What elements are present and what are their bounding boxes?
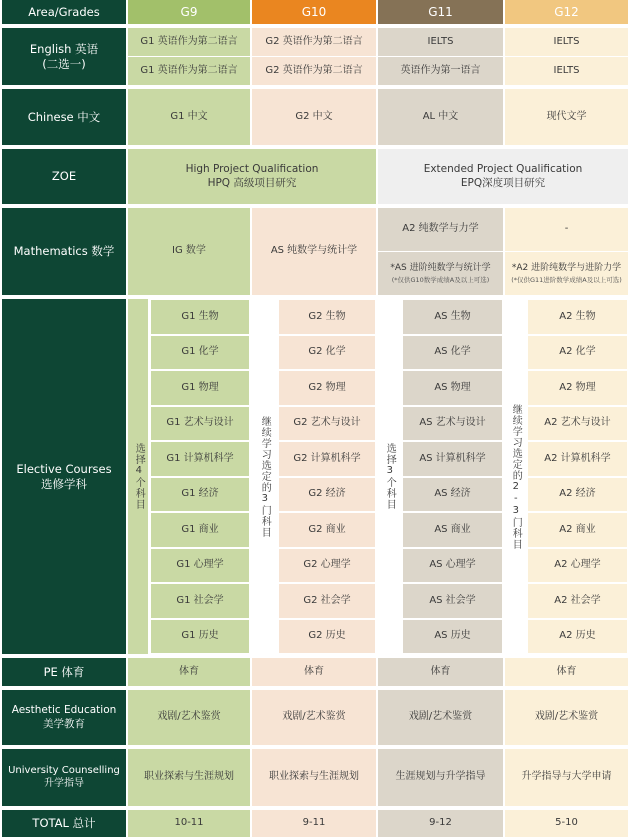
math-g11-bottom-title: *AS 进阶纯数学与统计学 bbox=[390, 262, 491, 273]
header-g10: G10 bbox=[252, 0, 376, 24]
university-g10: 职业探索与生涯规划 bbox=[252, 749, 376, 806]
elective-g11-note bbox=[378, 299, 400, 654]
zoe-hpq-en: High Project Qualification bbox=[185, 163, 319, 176]
chinese-g9: G1 中文 bbox=[128, 89, 250, 145]
label-elective bbox=[2, 299, 126, 654]
total-g12: 5-10 bbox=[505, 810, 628, 837]
math-g12-bottom bbox=[505, 252, 628, 295]
elective-g9-note bbox=[128, 299, 148, 654]
elective-g9-subject: G1 化学 bbox=[150, 335, 250, 371]
elective-g12-subject: A2 艺术与设计 bbox=[527, 406, 628, 442]
label-english-note: (二选一) bbox=[42, 56, 86, 71]
elective-g10-subject: G2 生物 bbox=[278, 299, 376, 335]
elective-g12-note-text: 继续学习选定的2-3门科目 bbox=[510, 403, 522, 550]
chinese-g11: AL 中文 bbox=[378, 89, 503, 145]
elective-g9-subject: G1 生物 bbox=[150, 299, 250, 335]
elective-g11-subject: AS 化学 bbox=[402, 335, 503, 371]
elective-g11-subject: AS 计算机科学 bbox=[402, 441, 503, 477]
label-math: Mathematics 数学 bbox=[2, 208, 126, 295]
elective-g9-subject: G1 艺术与设计 bbox=[150, 406, 250, 442]
label-university-en: University Counselling bbox=[8, 765, 120, 776]
elective-g12-subject: A2 计算机科学 bbox=[527, 441, 628, 477]
aesthetic-g11: 戏剧/艺术鉴赏 bbox=[378, 690, 503, 745]
label-english bbox=[2, 28, 126, 85]
total-g9: 10-11 bbox=[128, 810, 250, 837]
label-aesthetic-en: Aesthetic Education bbox=[11, 704, 117, 717]
elective-g9-list bbox=[150, 299, 250, 654]
elective-g10-subject: G2 计算机科学 bbox=[278, 441, 376, 477]
university-g12: 升学指导与大学申请 bbox=[505, 749, 628, 806]
label-total: TOTAL 总计 bbox=[2, 810, 126, 837]
elective-g11-subject: AS 生物 bbox=[402, 299, 503, 335]
elective-g12-subject: A2 经济 bbox=[527, 477, 628, 513]
math-g12-bottom-note: (*仅供G11进阶数学成绩A及以上可选) bbox=[511, 276, 622, 285]
elective-g10-subject: G2 物理 bbox=[278, 370, 376, 406]
elective-g12-subject: A2 商业 bbox=[527, 512, 628, 548]
elective-g11-list bbox=[402, 299, 503, 654]
header-area-grades: Area/Grades bbox=[2, 0, 126, 24]
university-g9: 职业探索与生涯规划 bbox=[128, 749, 250, 806]
label-elective-en: Elective Courses bbox=[16, 462, 112, 477]
elective-g9-subject: G1 商业 bbox=[150, 512, 250, 548]
english-g11-row1: IELTS bbox=[378, 28, 503, 56]
english-g10-row2: G2 英语作为第二语言 bbox=[252, 57, 376, 85]
aesthetic-g9: 戏剧/艺术鉴赏 bbox=[128, 690, 250, 745]
aesthetic-g10: 戏剧/艺术鉴赏 bbox=[252, 690, 376, 745]
label-aesthetic-cn: 美学教育 bbox=[43, 717, 85, 730]
math-g9: IG 数学 bbox=[128, 208, 250, 295]
english-g9-row2: G1 英语作为第二语言 bbox=[128, 57, 250, 85]
header-g9: G9 bbox=[128, 0, 250, 24]
math-g12-bottom-title: *A2 进阶纯数学与进阶力学 bbox=[511, 262, 622, 273]
total-g11: 9-12 bbox=[378, 810, 503, 837]
english-g10-row1: G2 英语作为第二语言 bbox=[252, 28, 376, 56]
elective-g12-subject: A2 物理 bbox=[527, 370, 628, 406]
elective-g9-subject: G1 心理学 bbox=[150, 548, 250, 584]
elective-g11-subject: AS 艺术与设计 bbox=[402, 406, 503, 442]
header-g12: G12 bbox=[505, 0, 628, 24]
elective-g10-note-text: 继续学习选定的3门科目 bbox=[259, 415, 271, 538]
chinese-g12: 现代文学 bbox=[505, 89, 628, 145]
label-zoe: ZOE bbox=[2, 149, 126, 204]
elective-g11-subject: AS 商业 bbox=[402, 512, 503, 548]
elective-g12-subject: A2 化学 bbox=[527, 335, 628, 371]
elective-g12-subject: A2 心理学 bbox=[527, 548, 628, 584]
elective-g10-subject: G2 历史 bbox=[278, 619, 376, 655]
chinese-g10: G2 中文 bbox=[252, 89, 376, 145]
math-g10: AS 纯数学与统计学 bbox=[252, 208, 376, 295]
pe-g10: 体育 bbox=[252, 658, 376, 686]
elective-g11-subject: AS 心理学 bbox=[402, 548, 503, 584]
elective-g12-subject: A2 生物 bbox=[527, 299, 628, 335]
header-g11: G11 bbox=[378, 0, 503, 24]
label-aesthetic bbox=[2, 690, 126, 745]
zoe-hpq bbox=[128, 149, 376, 204]
pe-g9: 体育 bbox=[128, 658, 250, 686]
elective-g12-note bbox=[505, 299, 525, 654]
label-pe: PE 体育 bbox=[2, 658, 126, 686]
elective-g10-subject: G2 商业 bbox=[278, 512, 376, 548]
elective-g11-subject: AS 物理 bbox=[402, 370, 503, 406]
english-g12-row2: IELTS bbox=[505, 57, 628, 85]
english-g9-row1: G1 英语作为第二语言 bbox=[128, 28, 250, 56]
elective-g11-subject: AS 经济 bbox=[402, 477, 503, 513]
total-g10: 9-11 bbox=[252, 810, 376, 837]
elective-g11-note-text: 选择3个科目 bbox=[384, 443, 396, 510]
elective-g12-subject: A2 社会学 bbox=[527, 583, 628, 619]
elective-g9-subject: G1 物理 bbox=[150, 370, 250, 406]
math-g12-top: - bbox=[505, 208, 628, 251]
elective-g10-subject: G2 心理学 bbox=[278, 548, 376, 584]
english-g11-row2: 英语作为第一语言 bbox=[378, 57, 503, 85]
elective-g9-note-text: 选择4个科目 bbox=[133, 443, 145, 510]
elective-g10-note bbox=[252, 299, 276, 654]
elective-g11-subject: AS 社会学 bbox=[402, 583, 503, 619]
math-g11-top: A2 纯数学与力学 bbox=[378, 208, 503, 251]
label-chinese: Chinese 中文 bbox=[2, 89, 126, 145]
elective-g10-subject: G2 艺术与设计 bbox=[278, 406, 376, 442]
math-g11-bottom bbox=[378, 252, 503, 295]
university-g11: 生涯规划与升学指导 bbox=[378, 749, 503, 806]
pe-g12: 体育 bbox=[505, 658, 628, 686]
pe-g11: 体育 bbox=[378, 658, 503, 686]
label-elective-cn: 选修学科 bbox=[41, 476, 87, 491]
label-university bbox=[2, 749, 126, 806]
elective-g10-subject: G2 社会学 bbox=[278, 583, 376, 619]
elective-g12-subject: A2 历史 bbox=[527, 619, 628, 655]
zoe-epq-en: Extended Project Qualification bbox=[423, 163, 583, 176]
label-university-cn: 升学指导 bbox=[44, 777, 84, 789]
english-g12-row1: IELTS bbox=[505, 28, 628, 56]
elective-g10-subject: G2 经济 bbox=[278, 477, 376, 513]
elective-g11-subject: AS 历史 bbox=[402, 619, 503, 655]
zoe-epq bbox=[378, 149, 628, 204]
elective-g10-subject: G2 化学 bbox=[278, 335, 376, 371]
elective-g12-list bbox=[527, 299, 628, 654]
zoe-hpq-cn: HPQ 高级项目研究 bbox=[207, 176, 297, 189]
elective-g9-subject: G1 历史 bbox=[150, 619, 250, 655]
aesthetic-g12: 戏剧/艺术鉴赏 bbox=[505, 690, 628, 745]
zoe-epq-cn: EPQ深度项目研究 bbox=[460, 176, 546, 189]
elective-g9-subject: G1 计算机科学 bbox=[150, 441, 250, 477]
label-english-en: English 英语 bbox=[29, 42, 99, 57]
elective-g9-subject: G1 社会学 bbox=[150, 583, 250, 619]
elective-g9-subject: G1 经济 bbox=[150, 477, 250, 513]
elective-g10-list bbox=[278, 299, 376, 654]
math-g11-bottom-note: (*仅供G10数学成绩A及以上可选) bbox=[391, 276, 490, 285]
